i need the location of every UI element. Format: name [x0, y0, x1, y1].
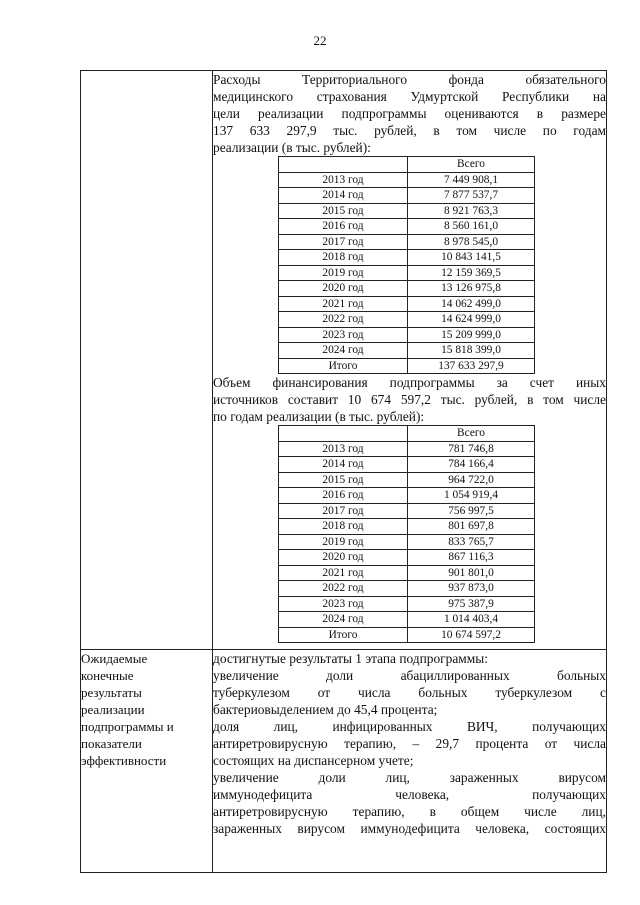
table-row [279, 234, 535, 250]
results-row [81, 650, 607, 873]
year-cell: 2020 год [279, 550, 408, 566]
text-line: Объем финансирования подпрограммы за счет иных [213, 375, 606, 390]
other-sources-financing-table [278, 425, 535, 643]
value-cell: 1 054 919,4 [408, 488, 535, 504]
year-cell: 2015 год [279, 203, 408, 219]
year-cell: 2014 год [279, 188, 408, 204]
value-cell: 7 449 908,1 [408, 172, 535, 188]
year-cell: 2014 год [279, 457, 408, 473]
year-cell: 2023 год [279, 596, 408, 612]
result-line: достигнутые результаты 1 этапа подпрограммы: [213, 651, 488, 666]
table-row [279, 534, 535, 550]
value-cell: 901 801,0 [408, 565, 535, 581]
year-cell: 2020 год [279, 281, 408, 297]
value-cell: 14 624 999,0 [408, 312, 535, 328]
table-row [279, 503, 535, 519]
text-line: Расходы Территориального фонда обязательного [213, 72, 606, 87]
result-line: зараженных вирусом иммунодефицита человека, состоящих [213, 821, 606, 836]
value-cell: 8 921 763,3 [408, 203, 535, 219]
text-line: по годам реализации (в тыс. рублей): [213, 409, 425, 424]
intro-paragraph [213, 71, 606, 156]
year-cell: 2024 год [279, 612, 408, 628]
results-text [213, 650, 606, 837]
value-cell: 14 062 499,0 [408, 296, 535, 312]
year-cell: 2023 год [279, 327, 408, 343]
year-cell: 2019 год [279, 534, 408, 550]
year-cell: 2024 год [279, 343, 408, 359]
value-cell: 8 560 161,0 [408, 219, 535, 235]
value-cell: 937 873,0 [408, 581, 535, 597]
value-cell: 756 997,5 [408, 503, 535, 519]
result-line: иммунодефицита человека, получающих [213, 787, 606, 802]
result-line: увеличение доли абациллированных больных [213, 668, 606, 683]
label-line: результаты [81, 685, 142, 700]
result-line: туберкулезом от числа больных туберкулезом с [213, 685, 606, 700]
value-cell: 867 116,3 [408, 550, 535, 566]
table-row [279, 203, 535, 219]
table-row [279, 312, 535, 328]
year-cell: 2021 год [279, 565, 408, 581]
table-row [279, 457, 535, 473]
value-cell: 801 697,8 [408, 519, 535, 535]
other-sources-paragraph [213, 374, 606, 425]
table-row [279, 472, 535, 488]
value-cell: 964 722,0 [408, 472, 535, 488]
financing-row [81, 71, 607, 650]
value-cell: 15 818 399,0 [408, 343, 535, 359]
text-line: 137 633 297,9 тыс. рублей, в том числе по годам [213, 123, 606, 138]
table-row [279, 188, 535, 204]
results-label [81, 650, 212, 769]
text-line: источников составит 10 674 597,2 тыс. рублей, в том числе [213, 392, 606, 407]
table-header-row [279, 426, 535, 442]
header-total-cell: Всего [408, 426, 535, 442]
table-row [279, 172, 535, 188]
year-cell: 2016 год [279, 219, 408, 235]
result-line: состоящих на диспансерном учете; [213, 753, 414, 768]
year-cell: 2018 год [279, 250, 408, 266]
label-line: Ожидаемые [81, 651, 148, 666]
results-label-cell [81, 650, 213, 873]
table-header-row [279, 157, 535, 173]
year-cell: 2013 год [279, 172, 408, 188]
table-row [279, 519, 535, 535]
value-cell: 784 166,4 [408, 457, 535, 473]
year-cell: 2019 год [279, 265, 408, 281]
label-line: конечные [81, 668, 134, 683]
table-row [279, 296, 535, 312]
table-row [279, 488, 535, 504]
text-line: реализации (в тыс. рублей): [213, 140, 371, 155]
value-cell: 833 765,7 [408, 534, 535, 550]
year-cell: 2021 год [279, 296, 408, 312]
table-row [279, 581, 535, 597]
table-row [279, 565, 535, 581]
label-line: показатели [81, 736, 142, 751]
table-row [279, 627, 535, 643]
value-cell: 781 746,8 [408, 441, 535, 457]
value-cell: 137 633 297,9 [408, 358, 535, 374]
label-line: эффективности [81, 753, 167, 768]
year-cell: 2022 год [279, 312, 408, 328]
value-cell: 7 877 537,7 [408, 188, 535, 204]
header-empty-cell [279, 157, 408, 173]
table-row [279, 358, 535, 374]
text-line: цели реализации подпрограммы оцениваются в размере [213, 106, 606, 121]
table-row [279, 265, 535, 281]
financing-content-cell [213, 71, 607, 650]
text-line: медицинского страхования Удмуртской Республики на [213, 89, 606, 104]
table-row [279, 596, 535, 612]
value-cell: 10 674 597,2 [408, 627, 535, 643]
page-number: 22 [313, 33, 327, 48]
table-row [279, 612, 535, 628]
value-cell: 15 209 999,0 [408, 327, 535, 343]
year-cell: 2018 год [279, 519, 408, 535]
value-cell: 975 387,9 [408, 596, 535, 612]
table-row [279, 281, 535, 297]
label-line: реализации [81, 702, 145, 717]
header-empty-cell [279, 426, 408, 442]
value-cell: 8 978 545,0 [408, 234, 535, 250]
value-cell: 1 014 403,4 [408, 612, 535, 628]
header-total-cell: Всего [408, 157, 535, 173]
year-cell: 2015 год [279, 472, 408, 488]
year-cell: 2016 год [279, 488, 408, 504]
year-cell: 2022 год [279, 581, 408, 597]
table-row [279, 219, 535, 235]
table-row [279, 343, 535, 359]
table-row [279, 327, 535, 343]
table-row [279, 550, 535, 566]
financing-label-cell [81, 71, 213, 650]
results-content-cell [213, 650, 607, 873]
year-cell: 2013 год [279, 441, 408, 457]
value-cell: 12 159 369,5 [408, 265, 535, 281]
result-line: доля лиц, инфицированных ВИЧ, получающих [213, 719, 606, 734]
year-cell: 2017 год [279, 503, 408, 519]
table-row [279, 441, 535, 457]
year-cell: 2017 год [279, 234, 408, 250]
table-row [279, 250, 535, 266]
value-cell: 10 843 141,5 [408, 250, 535, 266]
result-line: антиретровирусную терапию, в общем числе лиц, [213, 804, 606, 819]
year-cell: Итого [279, 358, 408, 374]
result-line: бактериовыделением до 45,4 процента; [213, 702, 438, 717]
label-line: подпрограммы и [81, 719, 174, 734]
passport-table [80, 70, 607, 873]
result-line: увеличение доли лиц, зараженных вирусом [213, 770, 606, 785]
tfoms-financing-table [278, 156, 535, 374]
year-cell: Итого [279, 627, 408, 643]
result-line: антиретровирусную терапию, – 29,7 процента от числа [213, 736, 606, 751]
value-cell: 13 126 975,8 [408, 281, 535, 297]
